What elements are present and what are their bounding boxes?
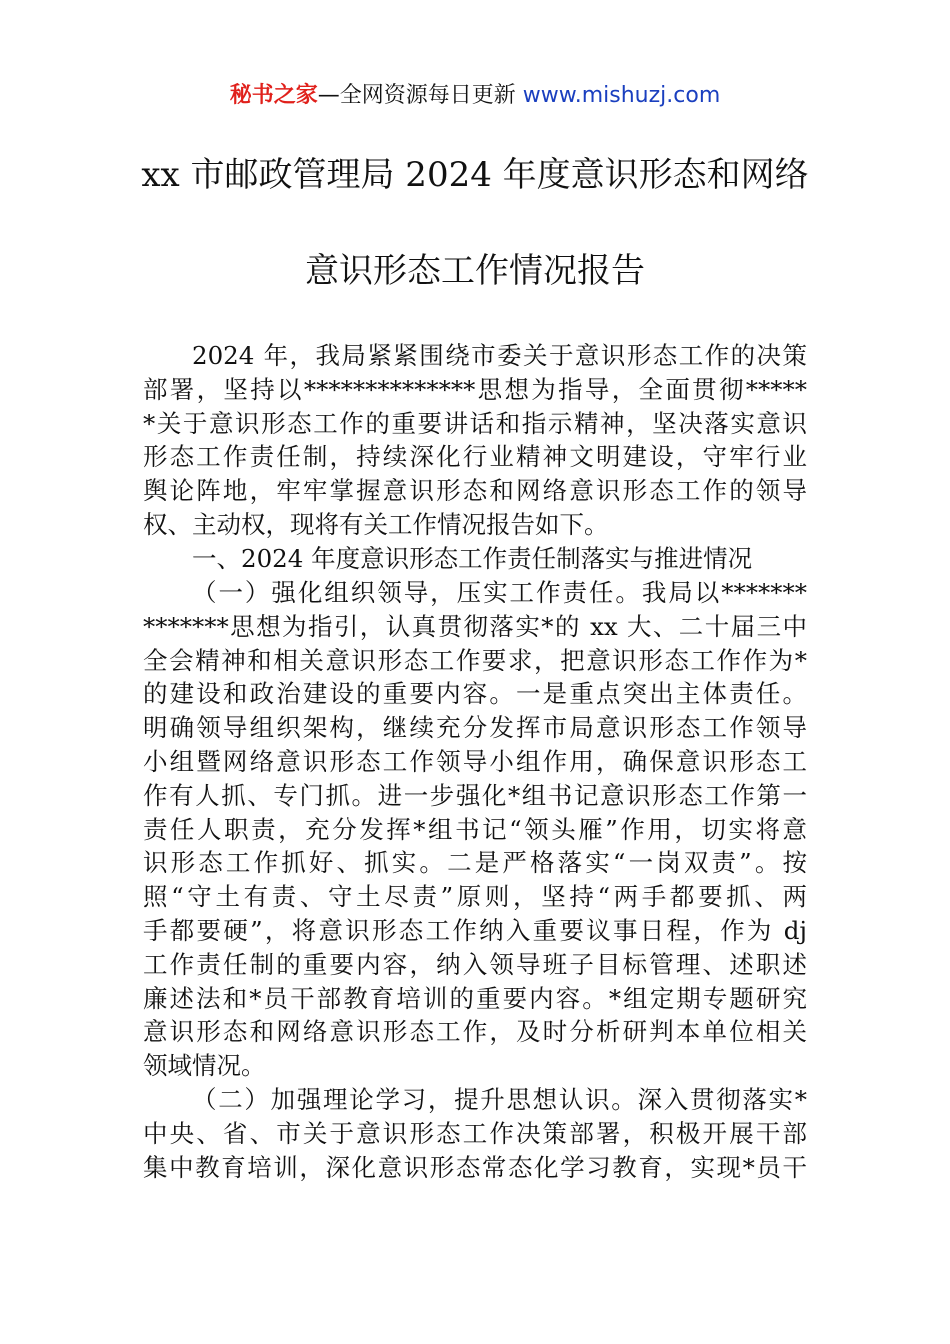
text-line: 意识形态和网络意识形态工作，及时分析研判本单位相关 [143,1017,807,1047]
text-line: 廉述法和*员干部教育培训的重要内容。*组定期专题研究 [143,983,807,1013]
text-line: 识形态工作抓好、抓实。二是严格落实“一岗双责”。按 [143,848,807,878]
text-line: 权、主动权，现将有关工作情况报告如下。 [143,509,609,539]
text-line: 的建设和政治建设的重要内容。一是重点突出主体责任。 [143,679,807,709]
text-line: *******思想为指引，认真贯彻落实*的 xx 大、二十届三中 [143,611,807,641]
site-url-link[interactable]: www.mishuzj.com [522,83,721,108]
text-line: 工作责任制的重要内容，纳入领导班子目标管理、述职述 [143,949,807,979]
text-line: 舆论阵地，牢牢掌握意识形态和网络意识形态工作的领导 [143,476,807,506]
text-line: 集中教育培训，深化意识形态常态化学习教育，实现*员干 [143,1152,807,1182]
text-line: 照“守土有责、守土尽责”原则，坚持“两手都要抓、两 [143,882,807,912]
text-line: 中央、省、市关于意识形态工作决策部署，积极开展干部 [143,1118,807,1148]
text-line: 形态工作责任制，持续深化行业精神文明建设，守牢行业 [143,442,807,472]
text-line: 小组暨网络意识形态工作领导小组作用，确保意识形态工 [143,746,807,776]
text-line: *关于意识形态工作的重要讲话和指示精神，坚决落实意识 [143,408,807,438]
paragraph-section-1-1 [143,576,807,1083]
banner-tagline: —全网资源每日更新 [317,83,523,108]
text-line: 全会精神和相关意识形态工作要求，把意识形态工作作为* [143,645,807,675]
text-line: 领域情况。 [143,1051,266,1081]
text-line: 明确领导组织架构，继续充分发挥市局意识形态工作领导 [143,713,807,743]
text-line: 手都要硬”，将意识形态工作纳入重要议事日程，作为 dj [143,915,807,945]
document-title-line-1: xx 市邮政管理局 2024 年度意识形态和网络 [141,155,809,195]
site-banner [0,80,950,112]
text-line: 2024 年，我局紧紧围绕市委关于意识形态工作的决策 [192,341,807,370]
text-line: 部署，坚持以**************思想为指导，全面贯彻***** [143,374,807,404]
text-line: （二）加强理论学习，提升思想认识。深入贯彻落实* [192,1085,807,1114]
paragraph-section-1-2 [143,1083,807,1184]
brand-name: 秘书之家 [229,83,318,108]
text-line: 一、2024 年度意识形态工作责任制落实与推进情况 [192,544,753,573]
text-line: （一）强化组织领导，压实工作责任。我局以******* [192,578,807,607]
text-line: 责任人职责，充分发挥*组书记“领头雁”作用，切实将意 [143,814,807,844]
document-title-line-2: 意识形态工作情况报告 [305,251,645,291]
paragraph-intro [143,339,807,542]
text-line: 作有人抓、专门抓。进一步强化*组书记意识形态工作第一 [143,780,807,810]
section-heading-1 [143,542,807,576]
